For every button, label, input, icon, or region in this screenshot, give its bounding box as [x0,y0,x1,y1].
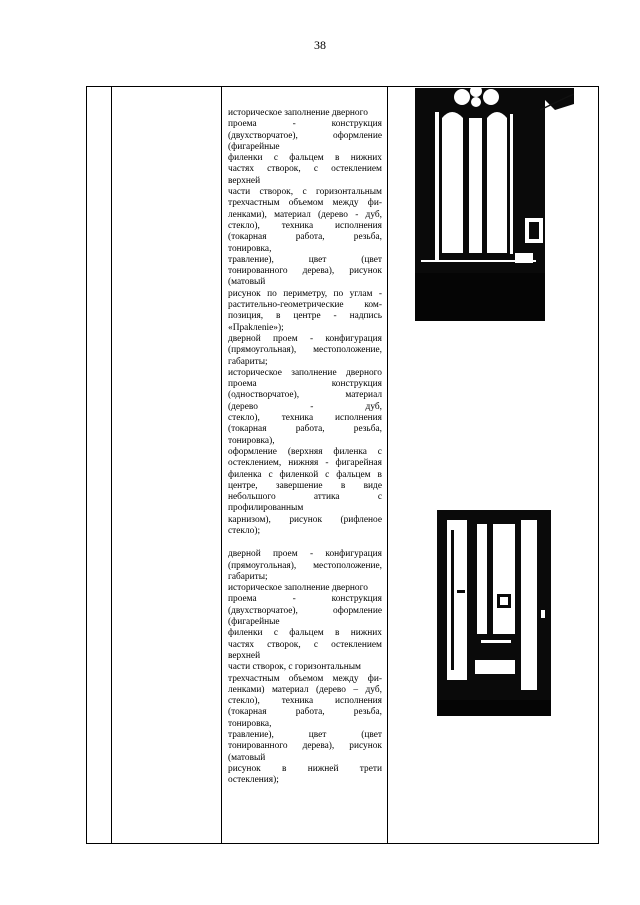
column-divider-3 [387,86,388,844]
text-line: ленками) материал (дерево – дуб, [228,684,382,695]
text-line: филенки с фальцем в нижних [228,153,382,164]
table-border-top [86,86,599,87]
text-line: (фигарейные [228,141,280,152]
text-line: (прямоугольная), местоположение, [228,345,382,356]
text-line: рисунок по периметру, по углам - [228,288,382,299]
text-line: историческое заполнение дверного [228,583,368,594]
text-block-double-door-2 [228,549,382,786]
text-line: профилированным [228,503,304,514]
text-line: историческое заполнение дверного [228,367,382,378]
table-border-left [86,86,87,844]
text-line: (фигарейные [228,617,280,628]
text-line: филенка с филенкой с фальцем в [228,469,382,480]
text-line: проема - конструкция [228,119,382,130]
text-line: (двухстворчатое), оформление [228,130,382,141]
text-line: центре, завершение в виде [228,480,382,491]
text-line: части створок, с горизонтальным [228,187,382,198]
text-line: (дерево - дуб, [228,401,382,412]
text-line: историческое заполнение дверного [228,108,368,118]
text-line: части створок, с горизонтальным [228,662,361,673]
text-line: верхней [228,175,261,186]
text-line: травление), цвет (цвет [228,730,382,741]
table-border-right [598,86,599,844]
text-line: позиция, в центре - надпись [228,311,382,322]
text-line: филенки с фальцем в нижних [228,628,382,639]
photo-double-door [415,88,574,321]
description-cell [228,108,382,787]
text-line: дверной проем - конфигурация [228,333,382,344]
text-line: ленками), материал (дерево - дуб, [228,209,382,220]
text-line: дверной проем - конфигурация [228,549,382,560]
text-line: (токарная работа, резьба, [228,232,382,243]
block-spacer [228,537,382,549]
text-line: остеклением, нижняя - фигарейная [228,458,382,469]
text-line: (матовый [228,277,266,288]
text-line: (одностворчатое), материал [228,390,382,401]
text-line: проема - конструкция [228,594,382,605]
column-divider-1 [111,86,112,844]
text-block-double-door [228,108,382,334]
text-line: (прямоугольная), местоположение, [228,560,382,571]
text-line: верхней [228,650,261,661]
text-line: (токарная работа, резьба, [228,424,382,435]
text-line: стекло), техника исполнения [228,220,382,231]
text-line: (токарная работа, резьба, [228,707,382,718]
text-line: небольшого аттика с [228,492,382,503]
description-table [86,86,599,844]
text-line: частях створок, с остеклением [228,164,382,175]
text-line: остекления); [228,775,279,786]
text-line: травление), цвет (цвет [228,254,382,265]
text-line: тонировка), [228,435,275,446]
text-line: тонированного дерева), рисунок [228,741,382,752]
text-line: тонировка, [228,718,272,729]
text-line: габариты; [228,356,268,367]
text-line: частях створок, с остеклением [228,639,382,650]
text-line: оформление (верхняя филенка с [228,446,382,457]
text-line: карнизом), рисунок (рифленое [228,514,382,525]
text-line: тонировка, [228,243,272,254]
table-border-bottom [86,843,599,844]
text-line: «Праkлеnie»); [228,322,284,333]
text-line: стекло), техника исполнения [228,696,382,707]
text-line: проема конструкция [228,379,382,390]
page-number: 38 [314,38,326,52]
text-line: тонированного дерева), рисунок [228,266,382,277]
text-line: трехчастным объемом между фи- [228,198,382,209]
text-line: растительно-геометрические ком- [228,300,382,311]
text-line: рисунок в нижней трети [228,763,382,774]
text-line: (двухстворчатое), оформление [228,605,382,616]
text-line: габариты; [228,571,268,582]
photo-single-door [437,510,551,716]
text-line: трехчастным объемом между фи- [228,673,382,684]
column-divider-2 [221,86,222,844]
text-line: стекло); [228,525,261,536]
text-line: (матовый [228,752,266,763]
text-line: стекло), техника исполнения [228,413,382,424]
text-block-single-door [228,334,382,537]
